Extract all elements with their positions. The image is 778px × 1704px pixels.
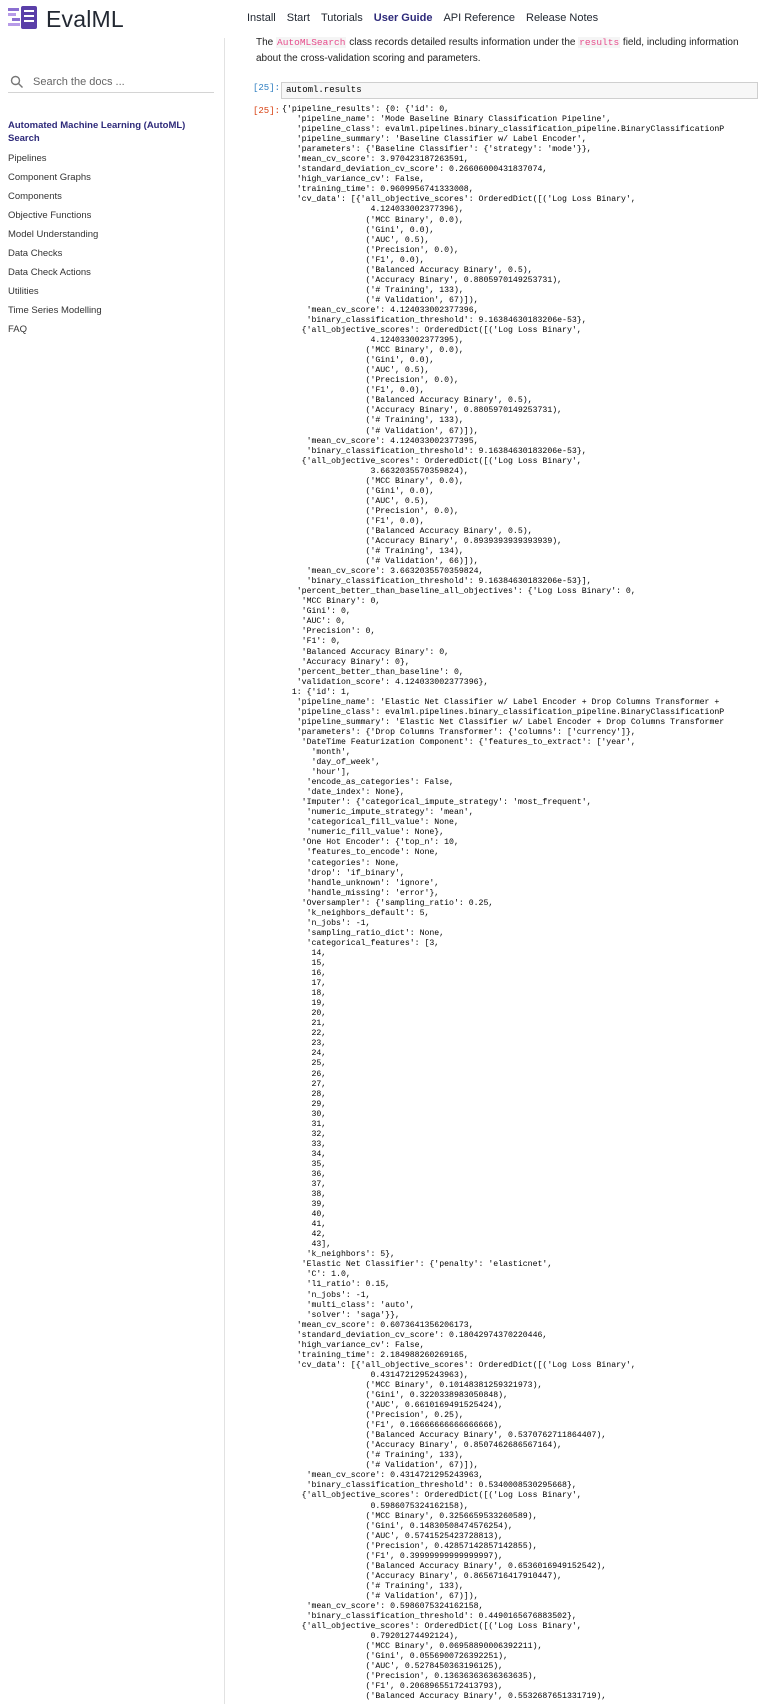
nav-install[interactable]: Install bbox=[247, 12, 276, 24]
search-icon bbox=[10, 75, 24, 89]
output-text: {'pipeline_results': {0: {'id': 0, 'pipeline_name': 'Mode Baseline Binary Classification Pipeline', 'pipeline_class': evalml.pipelines.binary_classification_pipeline.BinaryClassificationP 'pipeline_summary': 'Baseline Classifier w/ Label Encoder', 'parameters': {'Baseline Classifier': {'strategy': 'mode'}}, 'mean_cv_score': 3.970423187263591, 'standard_deviation_cv_score': 0.26606000431837074, 'high_variance_cv': False, 'training_time': 0.9609956741333008, 'cv_data': [{'all_objective_scores': OrderedDict([('Log Loss Binary', 4.124033002377396), ('MCC Binary', 0.0), ('Gini', 0.0), ('AUC', 0.5), ('Precision', 0.0), ('F1', 0.0), ('Balanced Accuracy Binary', 0.5), ('Accuracy Binary', 0.8805970149253731), ('# Training', 133), ('# Validation', 67)]), 'mean_cv_score': 4.124033002377396, 'binary_classification_threshold': 9.16384630183206e-53}, {'all_objective_scores': OrderedDict([('Log Loss Binary', 4.124033002377395), ('MCC Binary', 0.0), ('Gini', 0.0), ('AUC', 0.5), ('Precision', 0.0), ('F1', 0.0), ('Balanced Accuracy Binary', 0.5), ('Accuracy Binary', 0.8805970149253731), ('# Training', 133), ('# Validation', 67)]), 'mean_cv_score': 4.124033002377395, 'binary_classification_threshold': 9.16384630183206e-53}, {'all_objective_scores': OrderedDict([('Log Loss Binary', 3.6632035570359824), ('MCC Binary', 0.0), ('Gini', 0.0), ('AUC', 0.5), ('Precision', 0.0), ('F1', 0.0), ('Balanced Accuracy Binary', 0.5), ('Accuracy Binary', 0.8939393939393939), ('# Training', 134), ('# Validation', 66)]), 'mean_cv_score': 3.6632035570359824, 'binary_classification_threshold': 9.16384630183206e-53}], 'percent_better_than_baseline_all_objectives': {'Log Loss Binary': 0, 'MCC Binary': 0, 'Gini': 0, 'AUC': 0, 'Precision': 0, 'F1': 0, 'Balanced Accuracy Binary': 0, 'Accuracy Binary': 0}, 'percent_better_than_baseline': 0, 'validation_score': 4.124033002377396}, 1: {'id': 1, 'pipeline_name': 'Elastic Net Classifier w/ Label Encoder + Drop Columns Transformer + 'pipeline_class': evalml.pipelines.binary_classification_pipeline.BinaryClassificationP 'pipeline_summary': 'Elastic Net Classifier w/ Label Encoder + Drop Columns Transformer 'parameters': {'Drop Columns Transformer': {'columns': ['currency']}, 'DateTime Featurization Component': {'features_to_extract': ['year', 'month', 'day_of_week', 'hour'], 'encode_as_categories': False, 'date_index': None}, 'Imputer': {'categorical_impute_strategy': 'most_frequent', 'numeric_impute_strategy': 'mean', 'categorical_fill_value': None, 'numeric_fill_value': None}, 'One Hot Encoder': {'top_n': 10, 'features_to_encode': None, 'categories': None, 'drop': 'if_binary', 'handle_unknown': 'ignore', 'handle_missing': 'error'}, 'Oversampler': {'sampling_ratio': 0.25, 'k_neighbors_default': 5, 'n_jobs': -1, 'sampling_ratio_dict': None, 'categorical_features': [3, 14, 15, 16, 17, 18, 19, 20, 21, 22, 23, 24, 25, 26, 27, 28, 29, 30, 31, 32, 33, 34, 35, 36, 37, 38, 39, 40, 41, 42, 43], 'k_neighbors': 5}, 'Elastic Net Classifier': {'penalty': 'elasticnet', 'C': 1.0, 'l1_ratio': 0.15, 'n_jobs': -1, 'multi_class': 'auto', 'solver': 'saga'}}, 'mean_cv_score': 0.6073641356206173, 'standard_deviation_cv_score': 0.18042974370220446, 'high_variance_cv': False, 'training_time': 2.184988260269165, 'cv_data': [{'all_objective_scores': OrderedDict([('Log Loss Binary', 0.4314721295243963), ('MCC Binary', 0.10148381259321973), ('Gini', 0.3220338983050848), ('AUC', 0.6610169491525424), ('Precision', 0.25), ('F1', 0.16666666666666666), ('Balanced Accuracy Binary', 0.5370762711864407), ('Accuracy Binary', 0.8507462686567164), ('# Training', 133), ('# Validation', 67)]), 'mean_cv_score': 0.4314721295243963, 'binary_classification_threshold': 0.5340008530295668}, {'all_objective_scores': OrderedDict([('Log Loss Binary', 0.5986075324162158), ('MCC Binary', 0.3256659533260589), ('Gini', 0.1483050847457625​4), ('AUC', 0.5741525423728813), ('Precision', 0.42857142857142855), ('F1', 0.39999999999999997), ('Balanced Accuracy Binary', 0.6536016949152542), ('Accuracy Binary', 0.8656716417910447), ('# Training', 133), ('# Validation', 67)]), 'mean_cv_score': 0.5986075324162158, 'binary_classification_threshold': 0.4490165676883502}, {'all_objective_scores': OrderedDict([('Log Loss Binary', 0.79201274492124), ('MCC Binary', 0.06958890006392211), ('Gini', 0.0556900726392251), ('AUC', 0.5278450363196125), ('Precision', 0.13636363636363635), ('F1', 0.20689655172413793), ('Balanced Accuracy Binary', 0.5532687651331719), bbox=[282, 105, 725, 1702]
nav-tutorials[interactable]: Tutorials bbox=[320, 12, 363, 24]
sidebar-item-component-graphs[interactable]: Component Graphs bbox=[8, 172, 91, 183]
intro-text-3: field, including information about the cross-validation scoring and parameters. bbox=[256, 37, 739, 64]
sidebar-item-faq[interactable]: FAQ bbox=[8, 324, 28, 335]
intro-text-1: The bbox=[256, 37, 277, 48]
sidebar-item-model-understanding[interactable]: Model Understanding bbox=[8, 229, 99, 240]
sidebar-nav bbox=[8, 119, 208, 339]
nav-release-notes[interactable]: Release Notes bbox=[526, 12, 599, 24]
brand-name[interactable]: EvalML bbox=[46, 6, 124, 32]
sidebar-item-pipelines[interactable]: Pipelines bbox=[8, 153, 47, 164]
top-nav bbox=[247, 12, 598, 24]
sidebar-item-data-check-actions[interactable]: Data Check Actions bbox=[8, 267, 91, 278]
sidebar-item-time-series-modelling[interactable]: Time Series Modelling bbox=[8, 305, 102, 316]
sidebar-item-automl-search[interactable]: Automated Machine Learning (AutoML) Search bbox=[8, 120, 186, 144]
sidebar-item-objective-functions[interactable]: Objective Functions bbox=[8, 210, 92, 221]
sidebar-item-utilities[interactable]: Utilities bbox=[8, 286, 39, 297]
intro-paragraph bbox=[256, 35, 756, 67]
sidebar-item-data-checks[interactable]: Data Checks bbox=[8, 248, 63, 259]
search-input[interactable] bbox=[33, 76, 203, 88]
intro-text-2: class records detailed results information under the bbox=[346, 37, 579, 48]
output-prompt: [25]: bbox=[253, 106, 281, 116]
sidebar bbox=[0, 38, 225, 1704]
code-results: results bbox=[579, 37, 620, 48]
nav-user-guide[interactable]: User Guide bbox=[373, 12, 433, 24]
search-box[interactable] bbox=[8, 71, 214, 93]
nav-start[interactable]: Start bbox=[286, 12, 310, 24]
nav-api-reference[interactable]: API Reference bbox=[443, 12, 515, 24]
input-prompt: [25]: bbox=[253, 83, 281, 93]
code-input-cell[interactable]: automl.results bbox=[281, 82, 758, 99]
top-navbar bbox=[0, 0, 778, 38]
code-output-cell bbox=[282, 105, 762, 1702]
evalml-logo-icon[interactable] bbox=[8, 6, 38, 31]
sidebar-item-components[interactable]: Components bbox=[8, 191, 62, 202]
code-automlsearch[interactable]: AutoMLSearch bbox=[277, 37, 346, 48]
